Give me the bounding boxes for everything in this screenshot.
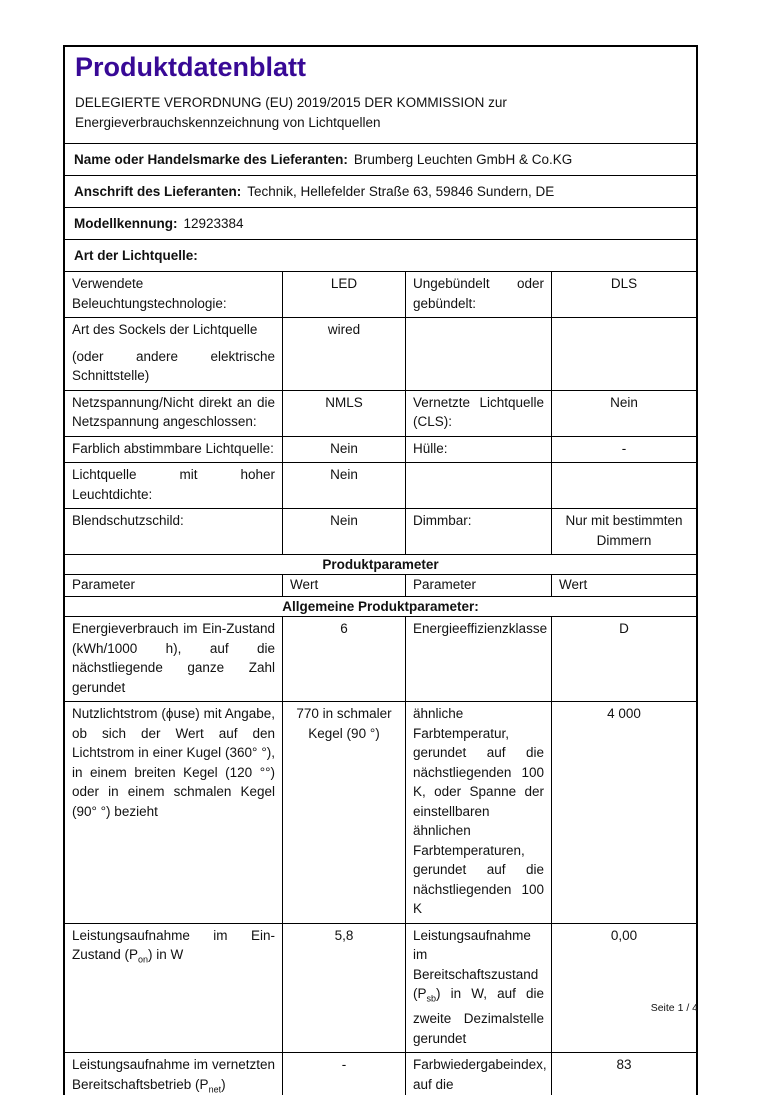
table-column-header-row (65, 575, 696, 597)
table-row (65, 437, 696, 464)
supplier-address-label: Anschrift des Lieferanten: (74, 184, 242, 199)
parameter-cell: Blendschutzschild: (65, 509, 283, 554)
parameter-text: ) in W (148, 947, 184, 962)
table-row (65, 617, 696, 702)
column-header-wert: Wert (559, 577, 588, 592)
title-block (65, 47, 696, 144)
supplier-name-value: Brumberg Leuchten GmbH & Co.KG (353, 152, 573, 167)
parameter-cell (406, 924, 552, 1053)
model-id-row (65, 208, 696, 240)
table-row (65, 463, 696, 509)
supplier-name-row (65, 144, 696, 176)
parameter-cell: Nutzlichtstrom (ϕuse) mit Angabe, ob sich der Wert auf den Lichtstrom in einer Kugel (360° °), in einem breiten Kegel (120 °°) oder in einem schmalen Kegel (90° °) bezieht (65, 702, 283, 923)
table-row (65, 272, 696, 318)
parameter-subscript: sb (426, 993, 437, 1004)
parameter-line: Art des Sockels der Lichtquelle (72, 322, 258, 337)
table-row (65, 509, 696, 555)
section-header-allgemeine-produktparameter: Allgemeine Produktparameter: (65, 597, 696, 617)
parameter-text: ) (221, 1076, 226, 1092)
parameter-cell: Netzspannung/Nicht direkt an die Netzspannung angeschlossen: (65, 391, 283, 436)
supplier-address-row (65, 176, 696, 208)
value-cell (552, 318, 696, 390)
value-cell (552, 463, 696, 508)
parameter-cell: Energieverbrauch im Ein-Zustand (kWh/1000 h), auf die nächstliegende ganze Zahl gerundet (65, 617, 283, 701)
parameter-cell: Ungebündelt oder gebündelt: (406, 272, 552, 317)
parameter-cell: ähnliche Farbtemperatur, gerundet auf die nächstliegenden 100 K, oder Spanne der einstellbaren ähnlichen Farbtemperaturen, gerundet auf die nächstliegenden 100 K (406, 702, 552, 923)
parameter-text: Leistungsaufnahme im vernetzten Bereitschaftsbetrieb (P (72, 1057, 275, 1092)
parameter-subscript: net (208, 1084, 222, 1095)
parameter-cell: Dimmbar: (406, 509, 552, 554)
parameter-cell: Lichtquelle mit hoher Leuchtdichte: (65, 463, 283, 508)
value-cell: wired (283, 318, 406, 390)
supplier-address-value: Technik, Hellefelder Straße 63, 59846 Sundern, DE (247, 184, 555, 199)
table-row (65, 702, 696, 924)
parameter-cell: Farblich abstimmbare Lichtquelle: (65, 437, 283, 463)
value-cell: NMLS (283, 391, 406, 436)
value-cell: - (621, 440, 627, 456)
parameter-line: (oder andere elektrische Schnittstelle) (72, 348, 275, 383)
value-cell: 770 in schmaler Kegel (90 °) (283, 702, 406, 923)
regulation-subtitle (75, 93, 686, 133)
value-cell: Nein (283, 509, 406, 554)
value-cell: Nein (283, 437, 406, 463)
parameter-text: Leistungsaufnahme im Bereitschaftszustand (P (413, 927, 539, 1001)
value-cell: Nein (283, 463, 406, 508)
parameter-cell: Farbwiedergabeindex, auf die (406, 1053, 552, 1095)
parameter-subscript: on (138, 954, 149, 965)
column-header-parameter: Parameter (406, 575, 552, 596)
parameter-text: Leistungsaufnahme im Ein-Zustand (P (72, 927, 275, 962)
value-cell: 0,00 (610, 927, 638, 943)
parameter-text: ) in W, auf die zweite Dezimalstelle gerundet (413, 986, 544, 1046)
column-header-wert: Wert (283, 575, 406, 596)
value-cell: Nein (610, 394, 638, 410)
column-header-parameter: Parameter (65, 575, 283, 596)
table-row (65, 924, 696, 1054)
parameter-cell (65, 924, 283, 1053)
regulation-line-1: DELEGIERTE VERORDNUNG (EU) 2019/2015 DER KOMMISSION zur (75, 95, 507, 110)
value-cell: 6 (283, 617, 406, 701)
parameter-cell: Energieeffizienzklasse (406, 617, 552, 701)
page-number: Seite 1 / 4 (650, 1002, 698, 1014)
section-header-produktparameter: Produktparameter (65, 555, 696, 575)
table-row-cut-off (65, 1053, 696, 1095)
value-cell: DLS (610, 276, 638, 291)
supplier-name-label: Name oder Handelsmarke des Lieferanten: (74, 152, 348, 167)
value-cell: D (619, 621, 629, 636)
parameter-cell (406, 318, 552, 390)
parameter-cell: Vernetzte Lichtquelle (CLS): (406, 391, 552, 436)
table-row (65, 318, 696, 391)
value-cell: LED (283, 272, 406, 317)
light-source-type-row (65, 240, 696, 272)
model-id-label: Modellkennung: (74, 216, 178, 231)
parameter-cell (65, 318, 283, 390)
model-id-value: 12923384 (183, 216, 244, 231)
parameter-cell: Hülle: (406, 437, 552, 463)
page-title: Produktdatenblatt (75, 52, 307, 82)
parameter-cell: Verwendete Beleuchtungstechnologie: (65, 272, 283, 317)
value-cell: 83 (616, 1057, 632, 1073)
document-page (63, 45, 698, 1095)
value-cell: Nur mit bestimmten Dimmern (565, 513, 683, 548)
parameter-cell (65, 1053, 283, 1095)
value-cell: - (283, 1053, 406, 1095)
value-cell: 4 000 (607, 706, 641, 721)
regulation-line-2: Energieverbrauchskennzeichnung von Lichtquellen (75, 115, 381, 130)
value-cell: 5,8 (283, 924, 406, 1053)
parameter-cell (406, 463, 552, 508)
light-source-type-label: Art der Lichtquelle: (74, 248, 198, 263)
table-row (65, 391, 696, 437)
